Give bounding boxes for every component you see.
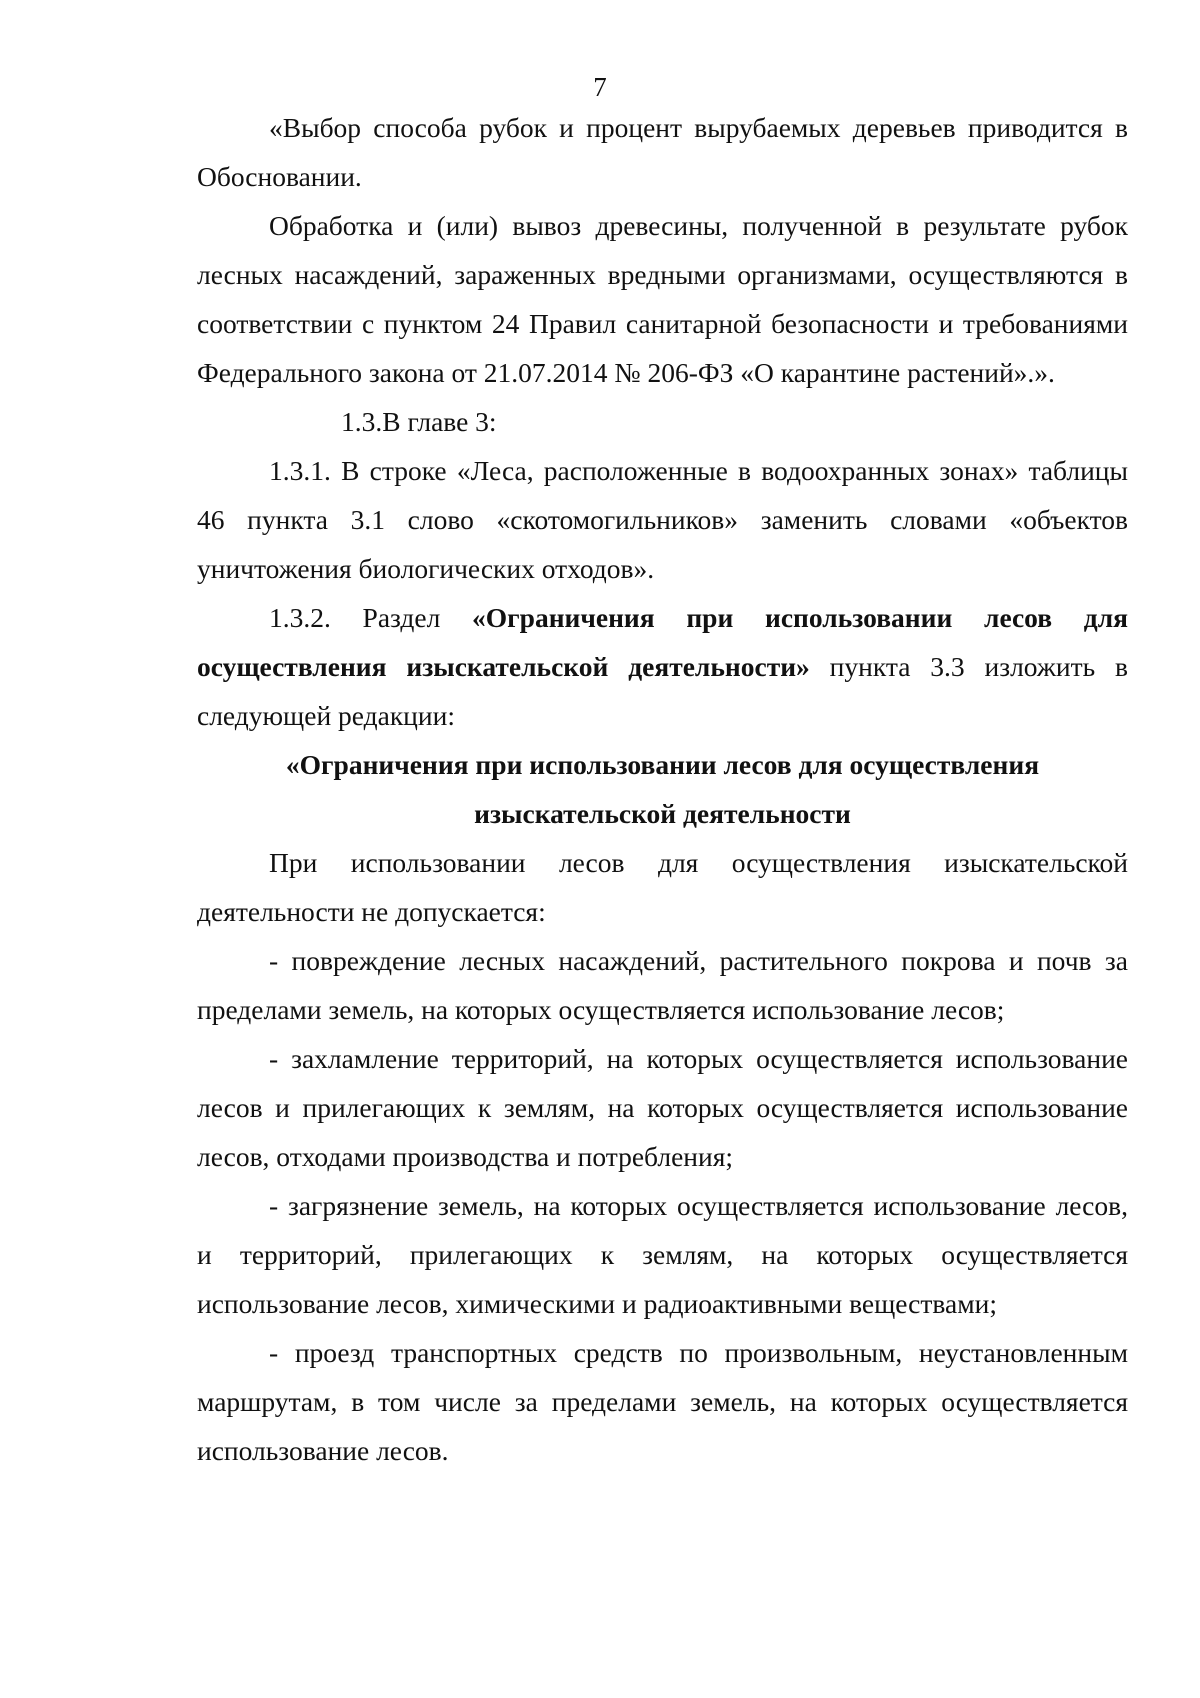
list-item-pollution: - загрязнение земель, на которых осуществляется использование лесов, и территорий, прилегающих к землям, на которых осуществляется использование лесов, химическими и радиоактивными веществами; — [197, 1190, 1128, 1319]
section-title-reference: «Ограничения при использовании лесов для осуществления изыскательской деятельности» — [197, 602, 1128, 682]
paragraph-chapter-3 — [197, 397, 1128, 446]
paragraph-1-3-2 — [197, 593, 1128, 740]
clause-suffix: пункта 3.3 изложить в следующей редакции: — [197, 651, 1128, 731]
list-item-littering: - захламление территорий, на которых осуществляется использование лесов и прилегающих к землям, на которых осуществляется использование лесов, отходами производства и потребления; — [197, 1043, 1128, 1172]
list-item-vehicles: - проезд транспортных средств по произвольным, неустановленным маршрутам, в том числе за пределами земель, на которых осуществляется использование лесов. — [197, 1337, 1128, 1466]
clause-text: В главе 3: — [382, 406, 497, 437]
section-heading-line-1: «Ограничения при использовании лесов для осуществления — [285, 749, 1040, 780]
clause-number: 1.3. — [341, 406, 383, 437]
paragraph-1-3-1: 1.3.1. В строке «Леса, расположенные в водоохранных зонах» таблицы 46 пункта 3.1 слово «скотомогильников» заменить словами «объектов уничтожения биологических отходов». — [197, 455, 1128, 584]
paragraph-wood-processing: Обработка и (или) вывоз древесины, полученной в результате рубок лесных насаждений, зараженных вредными организмами, осуществляются в соответствии с пунктом 24 Правил санитарной безопасности и требованиями Федерального закона от 21.07.2014 № 206-ФЗ «О карантине растений».». — [197, 210, 1128, 388]
list-item-damage: - повреждение лесных насаждений, растительного покрова и почв за пределами земель, на которых осуществляется использование лесов; — [197, 945, 1128, 1025]
page-number: 7 — [593, 72, 607, 102]
paragraph-not-allowed: При использовании лесов для осуществления изыскательской деятельности не допускается: — [197, 847, 1128, 927]
paragraph-felling-method: «Выбор способа рубок и процент вырубаемых деревьев приводится в Обосновании. — [197, 112, 1128, 192]
clause-prefix: 1.3.2. Раздел — [269, 602, 473, 633]
section-heading-line-2: изыскательской деятельности — [474, 798, 851, 829]
document-body — [197, 103, 1128, 1475]
